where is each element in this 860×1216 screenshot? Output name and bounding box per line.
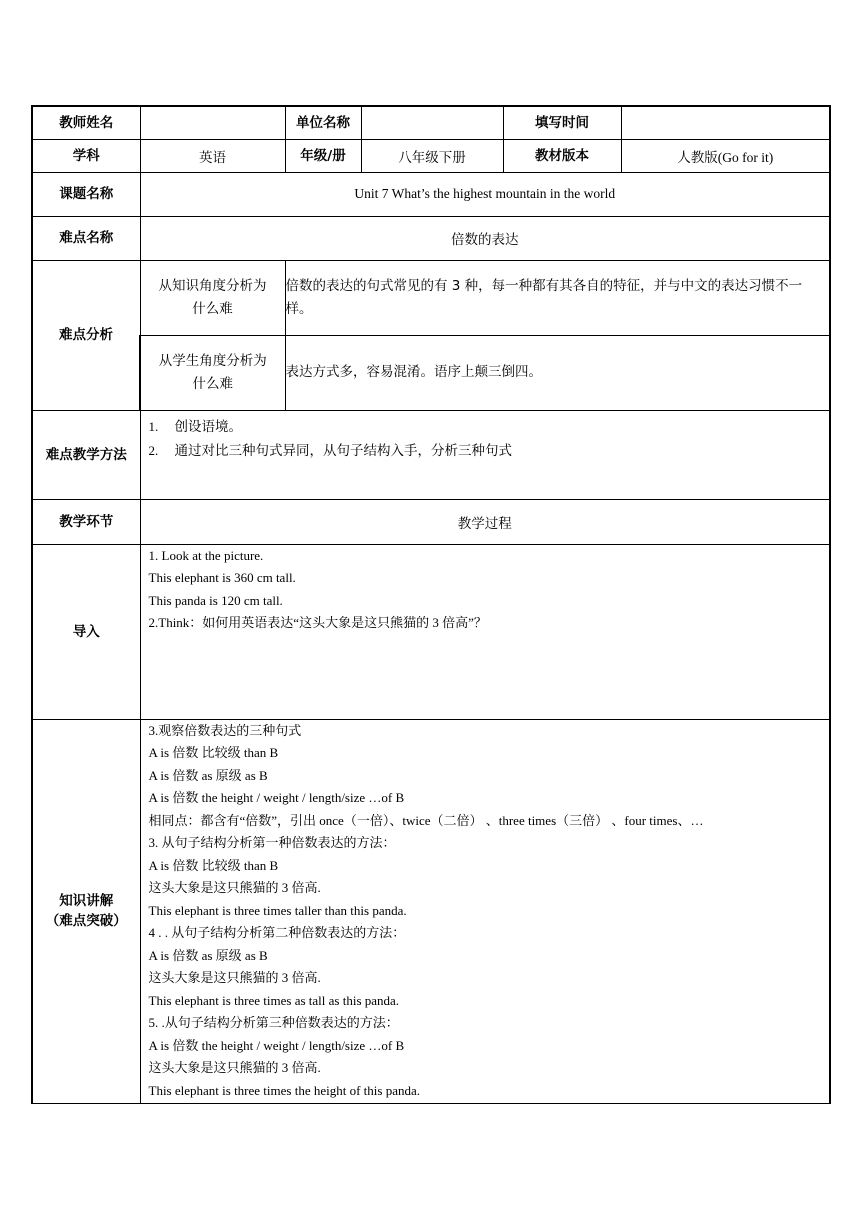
knowledge-angle-label-line1: 从知识角度分析为	[158, 277, 267, 294]
knowledge-line: 相同点：都含有“倍数”，引出 once（一倍）、twice（二倍） 、three times（三倍） 、four times、…	[148, 812, 704, 828]
method-item	[149, 415, 822, 439]
student-angle-label	[140, 335, 285, 410]
method-item-text: 创设语境。	[174, 418, 242, 435]
teacher-name-value	[140, 106, 285, 139]
method-item-number: 1.	[148, 418, 159, 434]
intro-content	[140, 544, 830, 719]
analysis-row-knowledge	[32, 260, 830, 335]
method-item	[149, 439, 822, 463]
student-angle-text: 表达方式多，容易混淆。语序上颠三倒四。	[285, 335, 830, 410]
intro-line: 1. Look at the picture.	[148, 547, 264, 563]
process-content-label: 教学过程	[140, 499, 830, 544]
textbook-label: 教材版本	[503, 139, 621, 172]
knowledge-line: 这头大象是这只熊猫的 3 倍高.	[148, 970, 321, 985]
knowledge-line: 4 . . 从句子结构分析第二种倍数表达的方法：	[148, 925, 406, 940]
knowledge-line: A is 倍数 as 原级 as B	[148, 947, 268, 963]
method-row	[32, 410, 830, 499]
grade-value: 八年级下册	[361, 139, 503, 172]
knowledge-content	[140, 719, 830, 1103]
analysis-label: 难点分析	[32, 260, 140, 410]
intro-line: 2.Think：如何用英语表达“这头大象是这只熊猫的 3 倍高”？	[148, 615, 487, 630]
subject-label: 学科	[32, 139, 140, 172]
knowledge-line: This elephant is three times as tall as this panda.	[148, 992, 400, 1008]
knowledge-line: This elephant is three times taller than this panda.	[148, 902, 407, 918]
intro-line: This elephant is 360 cm tall.	[148, 570, 296, 585]
difficulty-label: 难点名称	[32, 216, 140, 260]
knowledge-line: A is 倍数 as 原级 as B	[148, 767, 268, 783]
method-label: 难点教学方法	[32, 410, 140, 499]
knowledge-line: 这头大象是这只熊猫的 3 倍高.	[148, 1060, 321, 1075]
difficulty-row	[32, 216, 830, 260]
topic-value: Unit 7 What’s the highest mountain in the world	[140, 172, 830, 216]
knowledge-line: This elephant is three times the height of this panda.	[148, 1082, 420, 1098]
topic-row	[32, 172, 830, 216]
method-item-number: 2.	[148, 442, 159, 458]
fill-time-label: 填写时间	[503, 106, 621, 139]
knowledge-angle-label-line2: 什么难	[192, 300, 233, 317]
intro-line: This panda is 120 cm tall.	[148, 592, 283, 608]
knowledge-line: A is 倍数 the height / weight / length/size …of B	[148, 1037, 405, 1053]
knowledge-label-line2: （难点突破）	[45, 913, 127, 929]
process-header-row	[32, 499, 830, 544]
subject-value: 英语	[140, 139, 285, 172]
topic-label: 课题名称	[32, 172, 140, 216]
knowledge-line: A is 倍数 比较级 than B	[148, 745, 279, 760]
knowledge-line: A is 倍数 比较级 than B	[148, 857, 279, 873]
textbook-value: 人教版(Go for it)	[621, 139, 830, 172]
teacher-name-label: 教师姓名	[32, 106, 140, 139]
header-row-2	[32, 139, 830, 172]
analysis-row-student	[32, 335, 830, 410]
grade-label: 年级/册	[285, 139, 361, 172]
unit-name-value	[361, 106, 503, 139]
method-list	[141, 411, 830, 463]
lesson-plan-table	[31, 105, 831, 1104]
knowledge-line: 5. .从句子结构分析第三种倍数表达的方法：	[148, 1015, 399, 1030]
intro-row	[32, 544, 830, 719]
student-angle-label-line2: 什么难	[192, 375, 233, 392]
fill-time-value	[621, 106, 830, 139]
method-content	[140, 410, 830, 499]
header-row-1	[32, 106, 830, 139]
student-angle-label-line1: 从学生角度分析为	[158, 352, 267, 369]
knowledge-row	[32, 719, 830, 1103]
method-item-text: 通过对比三种句式异同，从句子结构入手，分析三种句式	[174, 442, 512, 459]
knowledge-line: 3. 从句子结构分析第一种倍数表达的方法：	[148, 835, 396, 850]
knowledge-angle-text: 倍数的表达的句式常见的有 3 种，每一种都有其各自的特征，并与中文的表达习惯不一样。	[285, 260, 830, 335]
knowledge-line: 3.观察倍数表达的三种句式	[148, 722, 302, 738]
unit-name-label: 单位名称	[285, 106, 361, 139]
knowledge-line: 这头大象是这只熊猫的 3 倍高.	[148, 880, 321, 895]
knowledge-line: A is 倍数 the height / weight / length/size …of B	[148, 790, 405, 805]
process-stage-label: 教学环节	[32, 499, 140, 544]
knowledge-angle-label	[140, 260, 285, 335]
intro-label: 导入	[32, 544, 140, 719]
difficulty-value: 倍数的表达	[140, 216, 830, 260]
knowledge-label-line1: 知识讲解	[59, 893, 114, 909]
knowledge-label	[32, 719, 140, 1103]
